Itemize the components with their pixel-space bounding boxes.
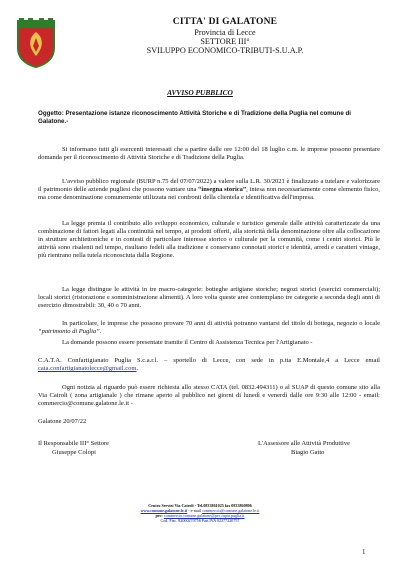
paragraph-text: In particolare, le imprese che possono provare 70 anni di attività potranno vantarsi del titolo di bottega, negozio o locale (62, 320, 380, 327)
paragraph-text: . (99, 328, 102, 336)
pec-email-link[interactable]: commercio.comune.galatone@pec.rupar.puglia.it (163, 513, 245, 519)
page-number: 1 (362, 548, 366, 556)
page-footer (0, 503, 400, 523)
footer-text: - e-mail (187, 508, 203, 514)
notice-title: AVVISO PUBBLICO (167, 88, 233, 97)
paragraph-text: , intesa non necessariamente come elemento fisico, ma come denominazione comunemente utilizzata nei confronti della clientela e identificativa dell'impresa. (38, 186, 380, 202)
emphasis-text: “insegna storica” (198, 186, 247, 194)
paragraph-cata-office (38, 357, 380, 373)
left-signatory-role: Il Responsabile III° Settore (38, 440, 110, 447)
coat-of-arms-icon (14, 18, 58, 68)
right-signatory-role: L'Assessore alle Attività Produttive (258, 440, 350, 447)
paragraph-text: . (136, 365, 139, 373)
emphasis-text: “patrimonio di Puglia” (38, 328, 100, 336)
department-line: SVILUPPO ECONOMICO-TRIBUTI-S.U.A.P. (146, 46, 304, 55)
sector-line: SETTORE III° (200, 37, 250, 46)
paragraph-law-criteria: La legge premia il contributo allo sviluppo economico, culturale e turistico generale dalle attività caratterizzate da una combinazione di fattori legati alla continuità nel tempo, ai prodotti offerti, alla storicità della denominazione oltre alla collocazione in strutture architettoniche e in contesti di particolare interesse storico o culturale per la comunità, come i centri storici. Più le attività sono risalenti nel tempo, risultano fedeli alla tradizione e conservano connotati storici e identità, arredi e caratteri vintage, più rientrano nella tutela riconosciuta dalla Regione. (38, 220, 380, 260)
paragraph-text: La domande possono essere presentate tramite il Centro di Assistenza Tecnica per l'Artigianato - (62, 339, 313, 346)
footer-tax-codes: Cod. Fisc. 82000270756 Part.IVA 02377220757 (160, 518, 240, 524)
city-title: CITTA' DI GALATONE (172, 17, 278, 27)
website-link[interactable]: www.comune.galatone.le.it (140, 508, 188, 514)
left-signatory-name: Giuseppe Colopi (52, 449, 96, 456)
paragraph-text: L'avviso pubblico regionale (BURP n.75 del 07/07/2022) a valere sulla L.R. 30/2021 è finalizzato a tutelare e valorizzare il patrimonio delle aziende pugliesi che possono vantare una (38, 178, 380, 194)
paragraph-intro: Si informano tutti gli esercenti interessati che a partire dalle ore 12:00 del 18 luglio c.m. le imprese possono presentare domanda per il riconoscimento di Attività Storiche e di Tradizione della Puglia. (38, 146, 380, 162)
paragraph-categories: La legge distingue le attività in tre macro-categorie: botteghe artigiane storiche; negozi storici (esercizi commerciali); locali storici (ristorazione e somministrazione alimenti). A loro volta queste aree contemplano tre categorie a seconda degli anni di esercizio dimostrabili: 30, 40 o 70 anni. (38, 286, 380, 310)
right-signatory-name: Biagio Gatto (291, 449, 325, 456)
cata-email-link[interactable]: cata.confartigianatolecce@gmail.com (38, 365, 137, 373)
province-line: Provincia di Lecce (194, 28, 256, 37)
paragraph-regional-notice (38, 178, 380, 202)
paragraph-seventy-years (38, 320, 380, 336)
paragraph-contacts: Ogni notizia al riguardo può essere richiesta allo stesso CATA (tel. 0832.494311) o al SUAP di questo comune sito alla Via Cairoli ( zona artigianale ) che rimane aperto al pubblico nei giorni di lunedì e venerdì dalle ore 9:30 alle 12:00 - email: commercio@comune.galatone.le.it - (38, 384, 380, 408)
subject-line: Oggetto: Presentazione istanze riconoscimento Attività Storiche e di Tradizione della Puglia nel comune di Galatone.- (38, 110, 351, 126)
footer-email-link[interactable]: commercio@comune.galatone.le.it (202, 508, 260, 514)
paragraph-text: C.A.T.A. Confartigianato Puglia S.c.a.r.l. – sportello di Lecce, con sede in p.tta E.Montale,4 a Lecce email (38, 357, 380, 364)
footer-address: Centro Servizi Via Cairoli - Tel.0833861025 fax 0833860806 (148, 503, 252, 508)
date-line: Galatone 20/07/22 (38, 418, 87, 425)
footer-text: pec: (155, 513, 164, 519)
paragraph-submission (38, 339, 380, 347)
